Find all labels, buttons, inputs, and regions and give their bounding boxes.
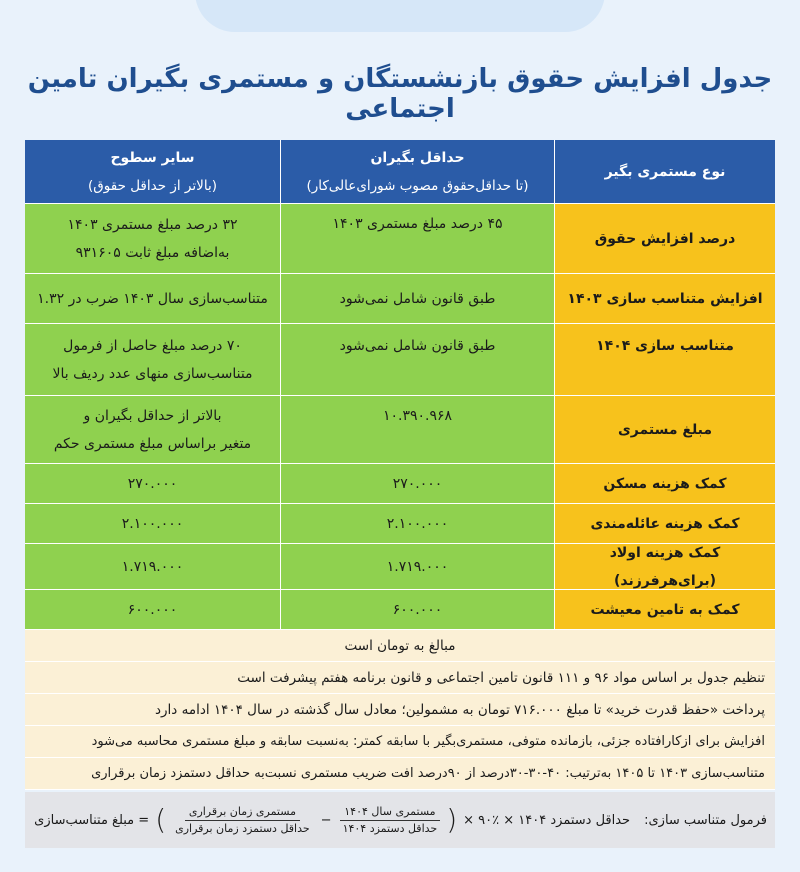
row-other-line1: ۳۲ درصد مبلغ مستمری ۱۴۰۳ [67,216,238,233]
row-other: ۶۰۰.۰۰۰ [25,590,280,630]
header-type [555,140,775,204]
table-row [25,590,775,630]
table-row [25,204,775,274]
header-other-label: سایر سطوح [110,149,195,166]
table-header [25,140,775,204]
page-title: جدول افزایش حقوق بازنشستگان و مستمری بگیران تامین اجتماعی [27,64,773,124]
header-type-label: نوع مستمری بگیر [604,163,726,180]
pension-table [25,140,775,848]
row-other [25,274,280,324]
formula-label: فرمول متناسب سازی: [644,812,767,828]
row-type: درصد افزایش حقوق [555,204,775,274]
table-row [25,324,775,396]
note-adjustment-schedule: متناسب‌سازی ۱۴۰۳ تا ۱۴۰۵ به‌ترتیب: ۴۰-۳۰-۳۰درصد از ۹۰درصد افت ضریب مستمری نسبت‌به حداقل دستمزد زمان برقراری [25,758,775,790]
header-other-sub: (بالاتر از حداقل حقوق) [88,177,217,194]
header-min-label: حداقل بگیران [370,149,465,166]
row-min: ۲۷۰.۰۰۰ [280,464,555,504]
row-min: ۶۰۰.۰۰۰ [280,590,555,630]
row-other-line1: متناسب‌سازی سال ۱۴۰۳ ضرب در ۱.۳۲ [37,290,268,307]
note-purchasing-power: پرداخت «حفظ قدرت خرید» تا مبلغ ۷۱۶.۰۰۰ تومان به مشمولین؛ معادل سال گذشته در سال ۱۴۰۴ ادامه دارد [25,694,775,726]
table-row [25,464,775,504]
header-min [280,140,555,204]
row-type: کمک به تامین معیشت [555,590,775,630]
row-type: کمک هزینه مسکن [555,464,775,504]
row-type: کمک هزینه عائله‌مندی [555,504,775,544]
formula-frac1-numerator: مستمری سال ۱۴۰۴ [340,804,439,821]
formula-frac2-denominator: حداقل دستمزد زمان برقراری [175,821,310,835]
header-other [25,140,280,204]
row-other-line2: متناسب‌سازی منهای عدد ردیف بالا [52,365,253,382]
note-currency: مبالغ به تومان است [25,630,775,662]
row-min: طبق قانون شامل نمی‌شود [280,324,555,396]
row-min: ۲.۱۰۰.۰۰۰ [280,504,555,544]
formula-minus: − [320,812,332,828]
row-min: طبق قانون شامل نمی‌شود [280,274,555,324]
table-row [25,544,775,590]
formula-result: = مبلغ متناسب‌سازی [34,812,150,828]
row-type: افزایش متناسب سازی ۱۴۰۳ [555,274,775,324]
row-min: ۱.۷۱۹.۰۰۰ [280,544,555,590]
row-other-line2: متغیر براساس مبلغ مستمری حکم [53,435,252,452]
row-other [25,396,280,464]
formula-fraction-1 [339,804,442,837]
formula-frac2-numerator: مستمری زمان برقراری [185,804,300,821]
table-row [25,274,775,324]
top-decor-tab [195,0,605,32]
formula-fraction-2 [171,804,314,837]
row-other: ۱.۷۱۹.۰۰۰ [25,544,280,590]
formula-term1: حداقل دستمزد ۱۴۰۴ × ٪۹۰ × [463,812,631,828]
formula-close-paren: ) [155,803,167,836]
note-law: تنظیم جدول بر اساس مواد ۹۶ و ۱۱۱ قانون تامین اجتماعی و قانون برنامه هفتم پیشرفت است [25,662,775,694]
row-other [25,204,280,274]
formula-open-paren: ( [446,803,458,836]
formula-frac1-denominator: حداقل دستمزد ۱۴۰۴ [342,821,438,835]
note-partial-disability: افزایش برای ازکارافتاده جزئی، بازمانده متوفی، مستمری‌بگیر با سابقه کمتر: به‌نسبت سابقه و مبلغ مستمری محاسبه می‌شود [25,726,775,758]
row-type: کمک هزینه اولاد (برای‌هرفرزند) [555,544,775,590]
row-other [25,324,280,396]
row-other: ۲.۱۰۰.۰۰۰ [25,504,280,544]
table-row [25,396,775,464]
row-other-line1: بالاتر از حداقل بگیران و [83,407,222,424]
row-min: ۱۰.۳۹۰.۹۶۸ [280,396,555,464]
row-other: ۲۷۰.۰۰۰ [25,464,280,504]
row-type: متناسب سازی ۱۴۰۴ [555,324,775,396]
row-type: مبلغ مستمری [555,396,775,464]
header-min-sub: (تا حداقل‌حقوق مصوب شورای‌عالی‌کار) [306,177,529,194]
row-other-line1: ۷۰ درصد مبلغ حاصل از فرمول [63,337,242,354]
row-other-line2: به‌اضافه مبلغ ثابت ۹۳۱۶۰۵ [75,244,230,261]
formula-row [25,792,775,848]
row-min: ۴۵ درصد مبلغ مستمری ۱۴۰۳ [280,204,555,274]
